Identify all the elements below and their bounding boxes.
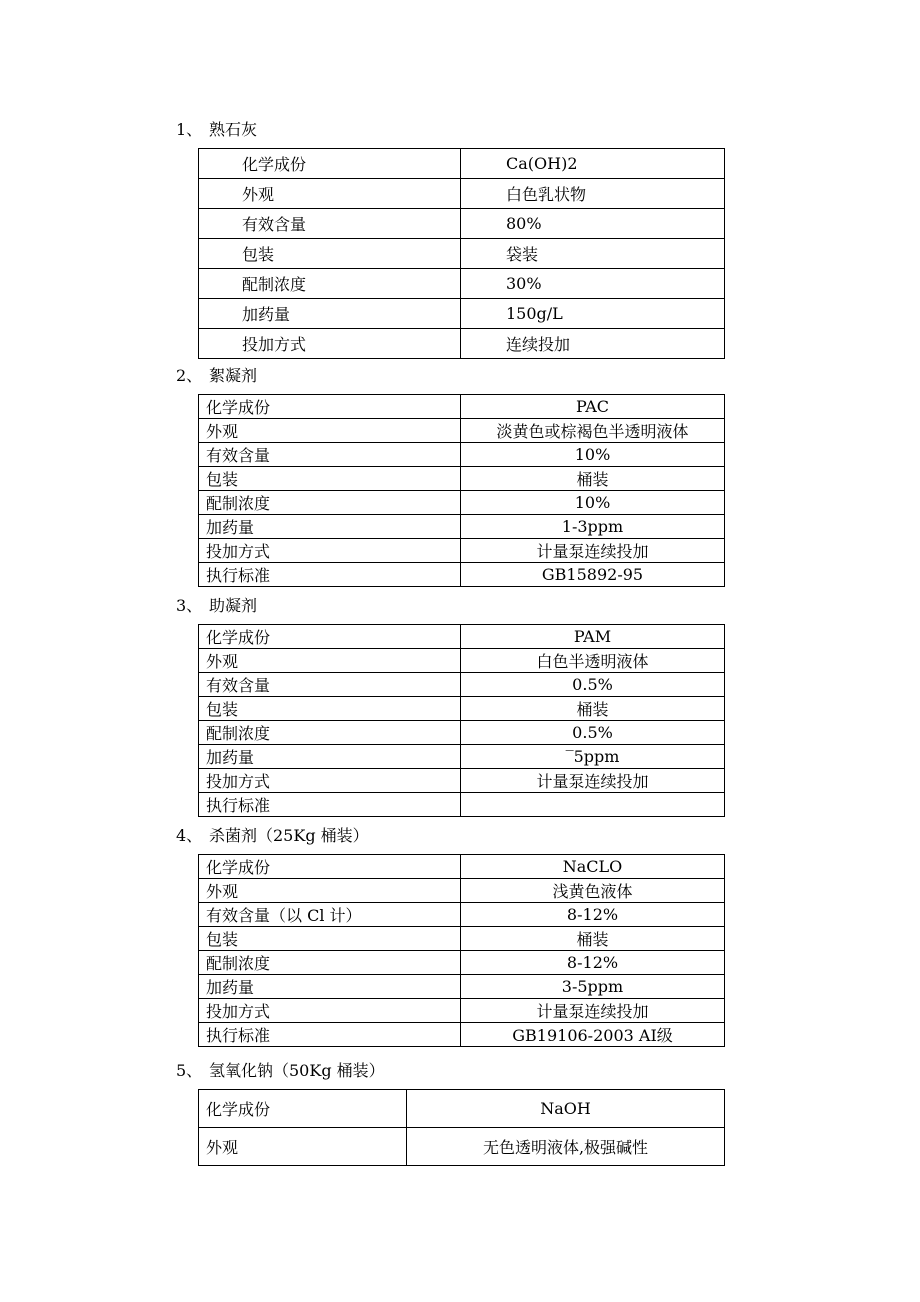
row-label: 加药量 xyxy=(199,975,461,999)
row-value: 浅黄色液体 xyxy=(461,879,725,903)
table-row xyxy=(199,239,725,269)
table-row xyxy=(199,563,725,587)
row-label: 执行标准 xyxy=(199,1023,461,1047)
row-value: PAC xyxy=(461,395,725,419)
row-value: 1-3ppm xyxy=(461,515,725,539)
row-value: ‾5ppm xyxy=(461,745,725,769)
row-value: 桶装 xyxy=(461,697,725,721)
row-value: 淡黄色或棕褐色半透明液体 xyxy=(461,419,725,443)
row-label: 化学成份 xyxy=(199,625,461,649)
row-value: 桶装 xyxy=(461,467,725,491)
section-3-heading xyxy=(176,595,257,617)
row-label: 外观 xyxy=(199,879,461,903)
section-title: 助凝剂 xyxy=(209,596,258,615)
row-label: 包装 xyxy=(199,467,461,491)
table-row xyxy=(199,179,725,209)
row-value: 0.5% xyxy=(461,673,725,697)
row-value: 连续投加 xyxy=(461,329,725,359)
table-row xyxy=(199,1023,725,1047)
table-row xyxy=(199,927,725,951)
row-label: 外观 xyxy=(199,649,461,673)
row-label: 外观 xyxy=(199,419,461,443)
table-row xyxy=(199,649,725,673)
section-1-table xyxy=(198,148,725,359)
row-label: 配制浓度 xyxy=(199,491,461,515)
table-row xyxy=(199,539,725,563)
table-row xyxy=(199,467,725,491)
table-row xyxy=(199,697,725,721)
table-row xyxy=(199,149,725,179)
row-value: PAM xyxy=(461,625,725,649)
table-row xyxy=(199,395,725,419)
section-title: 杀菌剂（25Kg 桶装） xyxy=(209,826,369,845)
row-label: 有效含量 xyxy=(199,673,461,697)
row-value: 80% xyxy=(461,209,725,239)
table-row xyxy=(199,721,725,745)
row-label: 执行标准 xyxy=(199,563,461,587)
table-row xyxy=(199,209,725,239)
row-value: 150g/L xyxy=(461,299,725,329)
section-number: 1、 xyxy=(176,120,203,139)
row-label: 有效含量（以 Cl 计） xyxy=(199,903,461,927)
row-label: 投加方式 xyxy=(199,999,461,1023)
row-value: 计量泵连续投加 xyxy=(461,539,725,563)
row-label: 投加方式 xyxy=(199,769,461,793)
row-value: 桶装 xyxy=(461,927,725,951)
row-value: 30% xyxy=(461,269,725,299)
row-label: 包装 xyxy=(199,927,461,951)
section-title: 熟石灰 xyxy=(209,120,258,139)
row-label: 配制浓度 xyxy=(199,721,461,745)
section-number: 4、 xyxy=(176,826,203,845)
table-row xyxy=(199,299,725,329)
section-4-table xyxy=(198,854,725,1047)
table-row xyxy=(199,903,725,927)
row-value: 袋装 xyxy=(461,239,725,269)
row-label: 配制浓度 xyxy=(199,951,461,975)
row-label: 化学成份 xyxy=(199,395,461,419)
section-2-table xyxy=(198,394,725,587)
row-label: 有效含量 xyxy=(199,209,461,239)
table-row xyxy=(199,443,725,467)
section-2-heading xyxy=(176,365,257,387)
table-row xyxy=(199,491,725,515)
section-3-table xyxy=(198,624,725,817)
table-row xyxy=(199,625,725,649)
row-value: 8-12% xyxy=(461,903,725,927)
row-label: 加药量 xyxy=(199,299,461,329)
row-label: 投加方式 xyxy=(199,329,461,359)
row-value xyxy=(461,793,725,817)
row-label: 外观 xyxy=(199,1128,407,1166)
row-value: GB19106-2003 AⅠ级 xyxy=(461,1023,725,1047)
section-1-heading xyxy=(176,119,257,141)
table-row xyxy=(199,999,725,1023)
section-number: 3、 xyxy=(176,596,203,615)
table-row xyxy=(199,673,725,697)
row-value: 8-12% xyxy=(461,951,725,975)
row-value: NaCLO xyxy=(461,855,725,879)
row-label: 有效含量 xyxy=(199,443,461,467)
table-row xyxy=(199,855,725,879)
table-row xyxy=(199,879,725,903)
row-label: 加药量 xyxy=(199,745,461,769)
table-row xyxy=(199,793,725,817)
table-row xyxy=(199,745,725,769)
table-row xyxy=(199,1128,725,1166)
section-4-heading xyxy=(176,825,369,847)
table-row xyxy=(199,975,725,999)
row-value: 10% xyxy=(461,443,725,467)
row-label: 化学成份 xyxy=(199,149,461,179)
row-label: 外观 xyxy=(199,179,461,209)
row-value: 计量泵连续投加 xyxy=(461,769,725,793)
row-label: 配制浓度 xyxy=(199,269,461,299)
row-value: 白色乳状物 xyxy=(461,179,725,209)
row-label: 加药量 xyxy=(199,515,461,539)
section-5-table xyxy=(198,1089,725,1166)
row-value: NaOH xyxy=(407,1090,725,1128)
row-label: 投加方式 xyxy=(199,539,461,563)
table-row xyxy=(199,269,725,299)
table-row xyxy=(199,419,725,443)
row-label: 包装 xyxy=(199,697,461,721)
row-value: 白色半透明液体 xyxy=(461,649,725,673)
row-value: 10% xyxy=(461,491,725,515)
table-row xyxy=(199,515,725,539)
section-title: 絮凝剂 xyxy=(209,366,258,385)
row-value: GB15892-95 xyxy=(461,563,725,587)
row-value: Ca(OH)2 xyxy=(461,149,725,179)
row-label: 化学成份 xyxy=(199,1090,407,1128)
section-5-heading xyxy=(176,1060,385,1082)
table-row xyxy=(199,951,725,975)
table-row xyxy=(199,1090,725,1128)
row-value: 无色透明液体,极强碱性 xyxy=(407,1128,725,1166)
table-row xyxy=(199,329,725,359)
section-title: 氢氧化钠（50Kg 桶装） xyxy=(209,1061,385,1080)
section-number: 2、 xyxy=(176,366,203,385)
row-value: 计量泵连续投加 xyxy=(461,999,725,1023)
row-value: 0.5% xyxy=(461,721,725,745)
row-value: 3-5ppm xyxy=(461,975,725,999)
table-row xyxy=(199,769,725,793)
row-label: 包装 xyxy=(199,239,461,269)
row-label: 执行标准 xyxy=(199,793,461,817)
row-label: 化学成份 xyxy=(199,855,461,879)
section-number: 5、 xyxy=(176,1061,203,1080)
